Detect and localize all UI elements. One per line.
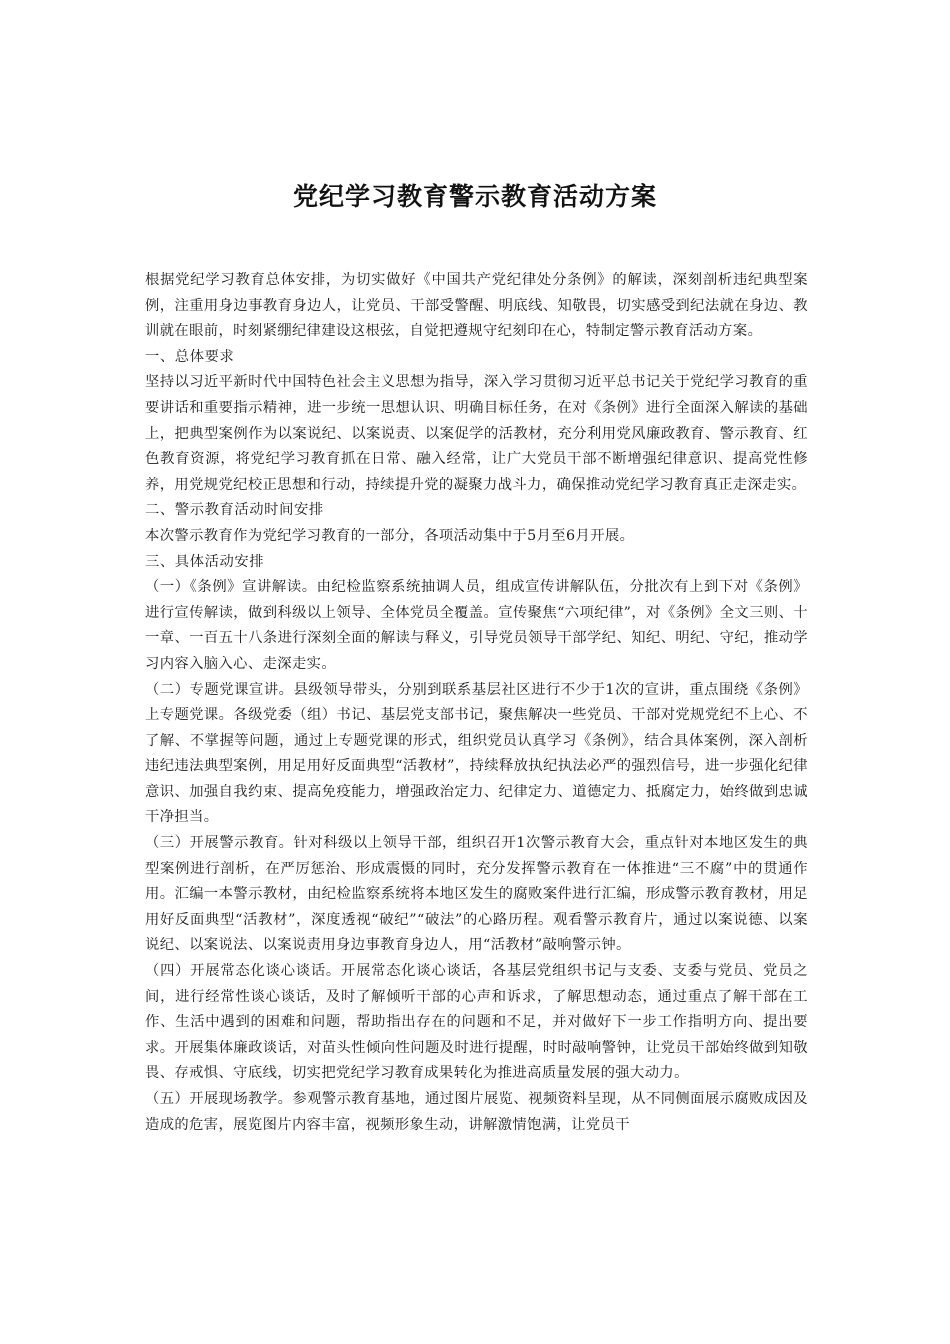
activity-paragraph: （一）《条例》宣讲解读。由纪检监察系统抽调人员，组成宣传讲解队伍，分批次有上到下对《条例》进行宣传解读，做到科级以上领导、全体党员全覆盖。宣传聚焦“六项纪律”，对《条例》全文三则、十一章、一百五十八条进行深刻全面的解读与释义，引导党员领导干部学纪、知纪、明纪、守纪，推动学习内容入脑入心、走深走实。: [145, 579, 808, 672]
section-heading-general-requirements: 一、总体要求: [145, 348, 235, 365]
body-paragraph: 本次警示教育作为党纪学习教育的一部分，各项活动集中于5月至6月开展。: [145, 527, 635, 544]
body-paragraph: 坚持以习近平新时代中国特色社会主义思想为指导，深入学习贯彻习近平总书记关于党纪学习教育的重要讲话和重要指示精神，进一步统一思想认识、明确目标任务，在对《条例》进行全面深入解读的基础上，把典型案例作为以案说纪、以案说责、以案促学的活教材，充分利用党风廉政教育、警示教育、红色教育资源，将党纪学习教育抓在日常、融入经常，让广大党员干部不断增强纪律意识、提高党性修养，用党规党纪校正思想和行动，持续提升党的凝聚力战斗力，确保推动党纪学习教育真正走深走实。: [145, 374, 808, 493]
intro-paragraph: 根据党纪学习教育总体安排，为切实做好《中国共产党纪律处分条例》的解读，深刻剖析违纪典型案例，注重用身边事教育身边人，让党员、干部受警醒、明底线、知敬畏，切实感受到纪法就在身边、教训就在眼前，时刻紧绷纪律建设这根弦，自觉把遵规守纪刻印在心，特制定警示教育活动方案。: [145, 272, 808, 340]
activity-paragraph: （二）专题党课宣讲。县级领导带头，分别到联系基层社区进行不少于1次的宣讲，重点围绕《条例》上专题党课。各级党委（组）书记、基层党支部书记，聚焦解决一些党员、干部对党规党纪不上心、不了解、不掌握等问题，通过上专题党课的形式，组织党员认真学习《条例》，结合具体案例，深入剖析违纪违法典型案例，用足用好反面典型“活教材”，持续释放执纪执法必严的强烈信号，进一步强化纪律意识、加强自我约束、提高免疫能力，增强政治定力、纪律定力、道德定力、抵腐定力，始终做到忠诚干净担当。: [145, 681, 808, 826]
section-heading-schedule: 二、警示教育活动时间安排: [145, 502, 324, 519]
section-heading-activities: 三、具体活动安排: [145, 553, 265, 570]
activity-paragraph: （三）开展警示教育。针对科级以上领导干部，组织召开1次警示教育大会，重点针对本地区发生的典型案例进行剖析，在严厉惩治、形成震慑的同时，充分发挥警示教育在一体推进“三不腐”中的贯通作用。汇编一本警示教材，由纪检监察系统将本地区发生的腐败案件进行汇编，形成警示教育教材，用足用好反面典型“活教材”，深度透视“破纪”“破法”的心路历程。观看警示教育片，通过以案说德、以案说纪、以案说法、以案说责用身边事教育身边人，用“活教材”敲响警示钟。: [145, 835, 808, 954]
activity-paragraph: （五）开展现场教学。参观警示教育基地，通过图片展览、视频资料呈现，从不同侧面展示腐败成因及造成的危害，展览图片内容丰富，视频形象生动，讲解激情饱满，让党员干: [145, 1091, 808, 1133]
document-title: 党纪学习教育警示教育活动方案: [292, 181, 657, 211]
activity-paragraph: （四）开展常态化谈心谈话。开展常态化谈心谈话，各基层党组织书记与支委、支委与党员、党员之间，进行经常性谈心谈话，及时了解倾听干部的心声和诉求，了解思想动态，通过重点了解干部在工作、生活中遇到的困难和问题，帮助指出存在的问题和不足，并对做好下一步工作指明方向、提出要求。开展集体廉政谈话，对苗头性倾向性问题及时进行提醒，时时敲响警钟，让党员干部始终做到知敬畏、存戒惧、守底线，切实把党纪学习教育成果转化为推进高质量发展的强大动力。: [145, 963, 808, 1082]
document-body: [145, 268, 808, 1138]
